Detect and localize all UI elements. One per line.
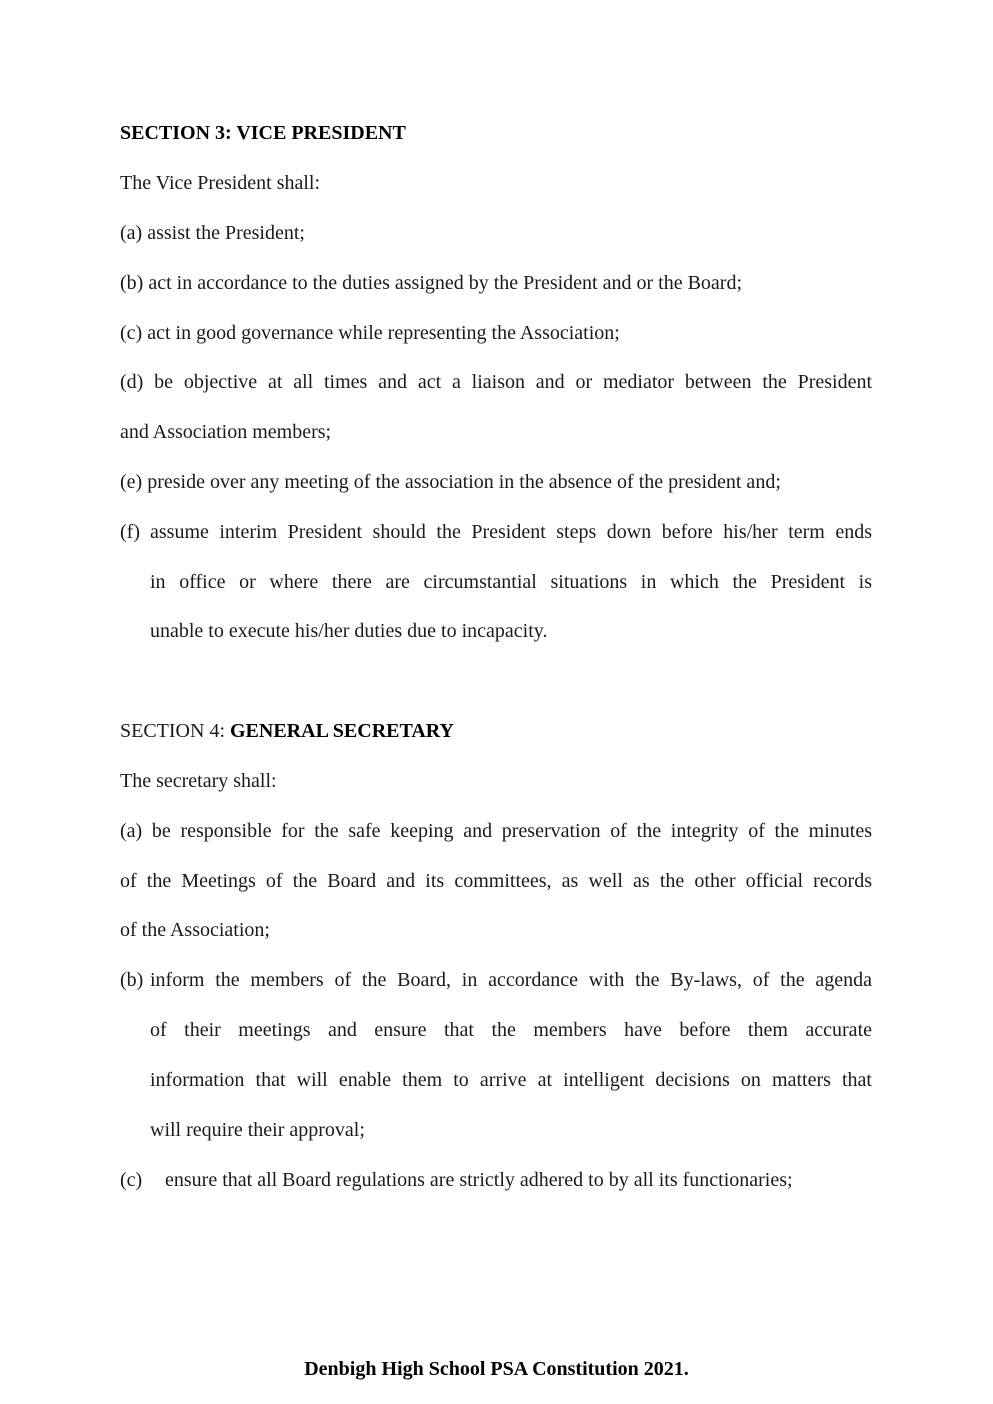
section-4-heading-title: GENERAL SECRETARY (230, 720, 454, 742)
section-4-heading (120, 719, 454, 743)
section-4-item-a-line-3: of the Association; (120, 919, 270, 941)
section-3-item-d-line-2: and Association members; (120, 421, 332, 443)
section-3-intro: The Vice President shall: (120, 172, 321, 194)
section-4-item-b-line-3: information that will enable them to arrive at intelligent decisions on matters that (150, 1069, 872, 1091)
section-3-item-f-line-2: in office or where there are circumstantial situations in which the President is (150, 571, 872, 593)
section-3-item-d-line-1: (d) be objective at all times and act a liaison and or mediator between the President (120, 371, 872, 393)
section-4-item-b-line-1: inform the members of the Board, in accordance with the By-laws, of the agenda (150, 969, 872, 991)
section-4-item-a-line-1: (a) be responsible for the safe keeping and preservation of the integrity of the minutes (120, 820, 872, 842)
section-4-item-b-line-4: will require their approval; (150, 1119, 365, 1141)
page-footer: Denbigh High School PSA Constitution 2021. (304, 1358, 689, 1380)
section-3-item-f-line-1: assume interim President should the President steps down before his/her term ends (150, 521, 872, 543)
section-3-item-f-marker: (f) (120, 521, 140, 543)
section-3-heading: SECTION 3: VICE PRESIDENT (120, 122, 406, 144)
section-3-item-f-line-3: unable to execute his/her duties due to incapacity. (150, 620, 548, 642)
section-4-intro: The secretary shall: (120, 770, 277, 792)
section-3-item-e: (e) preside over any meeting of the association in the absence of the president and; (120, 471, 781, 493)
section-4-heading-prefix: SECTION 4: (120, 720, 230, 742)
section-3-item-c: (c) act in good governance while representing the Association; (120, 322, 620, 344)
section-3-item-b: (b) act in accordance to the duties assigned by the President and or the Board; (120, 272, 743, 294)
section-4-item-b-marker: (b) (120, 969, 144, 991)
section-4-item-b-line-2: of their meetings and ensure that the members have before them accurate (150, 1019, 872, 1041)
section-4-item-c-marker: (c) (120, 1169, 143, 1191)
section-3-item-a: (a) assist the President; (120, 222, 305, 244)
section-4-item-a-line-2: of the Meetings of the Board and its committees, as well as the other official records (120, 870, 872, 892)
section-4-item-c-text: ensure that all Board regulations are strictly adhered to by all its functionaries; (165, 1169, 793, 1191)
